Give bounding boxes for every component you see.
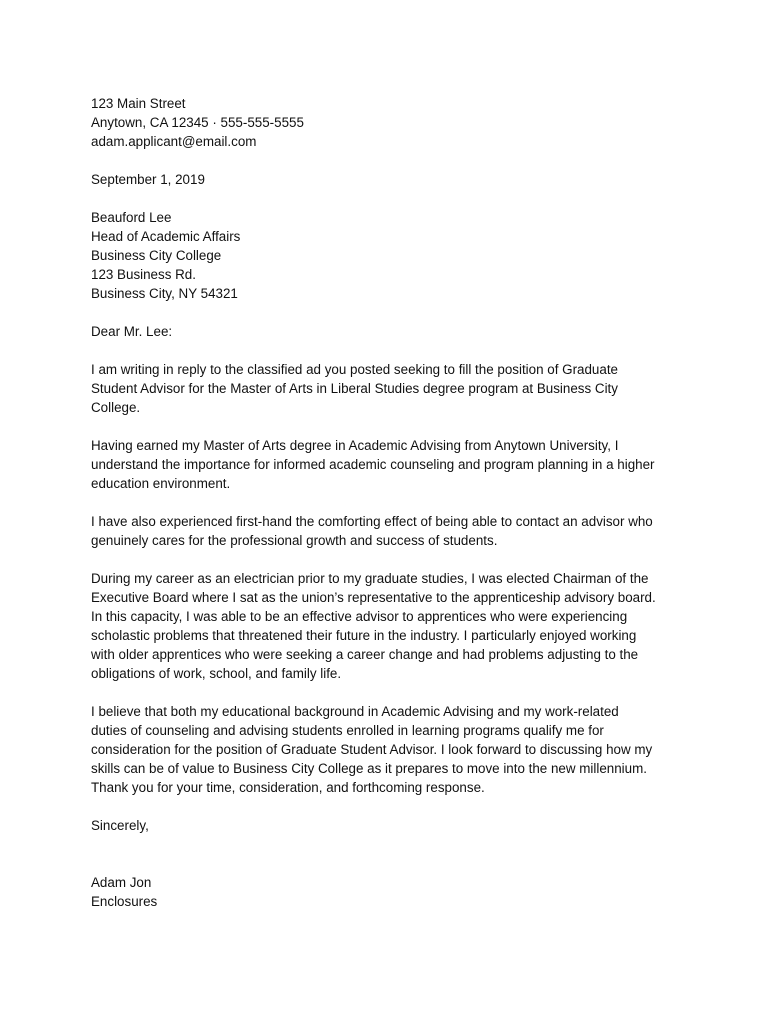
recipient-organization: Business City College bbox=[91, 248, 222, 263]
signature-name: Adam Jon bbox=[91, 875, 152, 890]
sender-address bbox=[91, 94, 708, 151]
closing-text: Sincerely, bbox=[91, 818, 149, 833]
paragraph-line: I believe that both my educational background in Academic Advising and my work-related bbox=[91, 704, 619, 719]
body-paragraph-3 bbox=[91, 512, 671, 550]
paragraph-line: duties of counseling and advising students enrolled in learning programs qualify me for bbox=[91, 723, 604, 738]
recipient-address bbox=[91, 208, 708, 303]
recipient-title: Head of Academic Affairs bbox=[91, 229, 241, 244]
paragraph-line: scholastic problems that threatened their future in the industry. I particularly enjoyed working bbox=[91, 628, 637, 643]
paragraph-line: During my career as an electrician prior to my graduate studies, I was elected Chairman of the bbox=[91, 571, 649, 586]
body-paragraph-1 bbox=[91, 360, 671, 417]
paragraph-line: Student Advisor for the Master of Arts in Liberal Studies degree program at Business City bbox=[91, 381, 618, 396]
letter-date bbox=[91, 170, 708, 189]
paragraph-line: consideration for the position of Graduate Student Advisor. I look forward to discussing how my bbox=[91, 742, 653, 757]
spacer bbox=[91, 303, 708, 322]
paragraph-line: Having earned my Master of Arts degree in Academic Advising from Anytown University, I bbox=[91, 438, 619, 453]
spacer bbox=[91, 417, 708, 436]
paragraph-line: In this capacity, I was able to be an effective advisor to apprentices who were experiencing bbox=[91, 609, 628, 624]
paragraph-line: Executive Board where I sat as the union’s representative to the apprenticeship advisory board. bbox=[91, 590, 656, 605]
signature-space bbox=[91, 835, 708, 873]
enclosures-note: Enclosures bbox=[91, 894, 158, 909]
paragraph-line: genuinely cares for the professional growth and success of students. bbox=[91, 533, 498, 548]
spacer bbox=[91, 151, 708, 170]
spacer bbox=[91, 550, 708, 569]
salutation bbox=[91, 322, 708, 341]
spacer bbox=[91, 189, 708, 208]
recipient-city: Business City, NY 54321 bbox=[91, 286, 238, 301]
paragraph-line: Thank you for your time, consideration, and forthcoming response. bbox=[91, 780, 485, 795]
paragraph-line: obligations of work, school, and family life. bbox=[91, 666, 342, 681]
body-paragraph-5 bbox=[91, 702, 671, 797]
salutation-text: Dear Mr. Lee: bbox=[91, 324, 173, 339]
paragraph-line: understand the importance for informed academic counseling and program planning in a higher bbox=[91, 457, 655, 472]
closing bbox=[91, 816, 708, 835]
spacer bbox=[91, 683, 708, 702]
sender-street: 123 Main Street bbox=[91, 96, 186, 111]
body-paragraph-4 bbox=[91, 569, 671, 683]
signature-block bbox=[91, 873, 708, 911]
spacer bbox=[91, 797, 708, 816]
paragraph-line: skills can be of value to Business City College as it prepares to move into the new millennium. bbox=[91, 761, 647, 776]
sender-email: adam.applicant@email.com bbox=[91, 134, 257, 149]
spacer bbox=[91, 341, 708, 360]
sender-city-phone: Anytown, CA 12345 · 555-555-5555 bbox=[91, 115, 304, 130]
body-paragraph-2 bbox=[91, 436, 671, 493]
recipient-street: 123 Business Rd. bbox=[91, 267, 196, 282]
paragraph-line: College. bbox=[91, 400, 141, 415]
paragraph-line: I am writing in reply to the classified ad you posted seeking to fill the position of Graduate bbox=[91, 362, 618, 377]
paragraph-line: education environment. bbox=[91, 476, 231, 491]
paragraph-line: I have also experienced first-hand the comforting effect of being able to contact an advisor who bbox=[91, 514, 653, 529]
recipient-name: Beauford Lee bbox=[91, 210, 172, 225]
spacer bbox=[91, 493, 708, 512]
paragraph-line: with older apprentices who were seeking a career change and had problems adjusting to the bbox=[91, 647, 639, 662]
date-text: September 1, 2019 bbox=[91, 172, 205, 187]
